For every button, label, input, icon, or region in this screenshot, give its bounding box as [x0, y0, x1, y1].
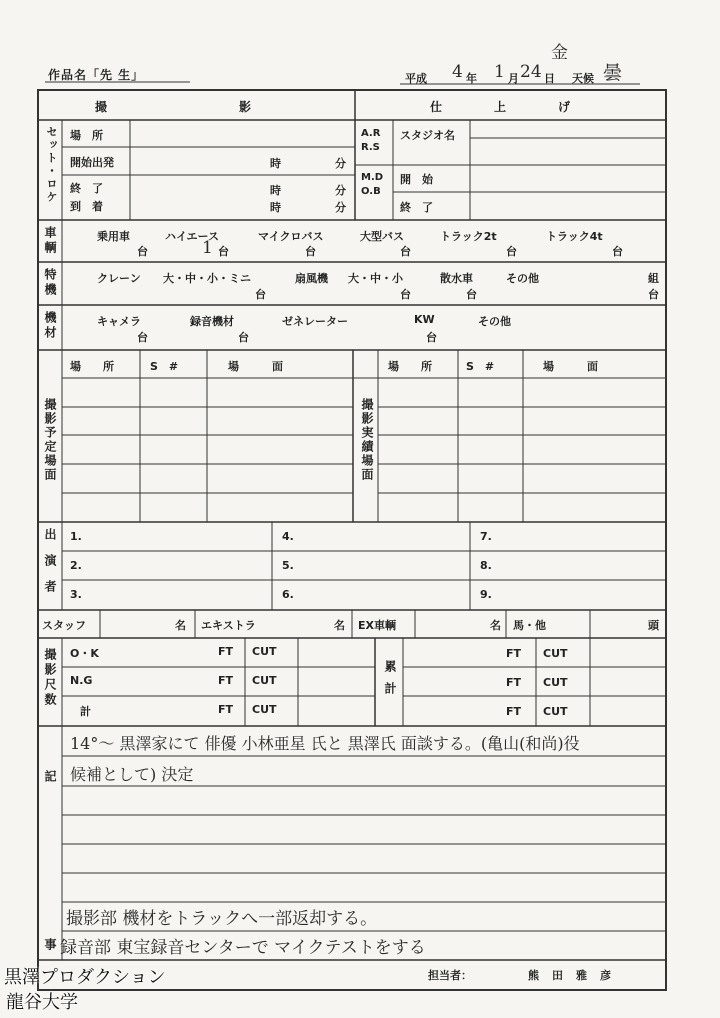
month-value: 1 [494, 62, 505, 82]
md-label: M.D [361, 172, 384, 183]
notes-line-2: 候補として) 決定 [70, 765, 194, 784]
planned-col-scene: 場 面 [228, 360, 283, 373]
actual-col-place: 場 所 [388, 360, 432, 373]
footage-label: 撮影尺数 [43, 648, 57, 708]
ex-vehicle-unit: 名 [490, 619, 501, 632]
ob-label: O.B [361, 186, 381, 197]
ok-cut: CUT [252, 645, 277, 658]
notes-line-3: 撮影部 機材をトラックへ一部返却する。 [66, 909, 378, 929]
generator-label: ゼネレーター [282, 315, 348, 328]
other-unit: 台 [648, 288, 659, 301]
cast-1: 1. [70, 530, 82, 543]
work-title: 作品名「先 生」 [48, 68, 145, 82]
cast-2: 2. [70, 559, 82, 572]
microbus-unit: 台 [305, 245, 316, 258]
horse-label: 馬・他 [513, 619, 546, 632]
footage-ng: N.G [70, 674, 93, 687]
vehicle-hiace: ハイエース [165, 230, 220, 243]
cum-ok-ft: FT [506, 647, 522, 660]
vehicle-bigbus: 大型バス [360, 230, 404, 243]
kw-label: KW [414, 313, 435, 326]
fan-label: 扇風機 [295, 272, 328, 285]
weather-value: 曇 [603, 62, 623, 84]
start-label: 開始出発 [70, 156, 114, 169]
studio-label: スタジオ名 [400, 129, 455, 142]
recorder-unit: 台 [238, 331, 249, 344]
weekday-value: 金 [551, 43, 568, 63]
actual-col-scene: 場 面 [543, 360, 598, 373]
equipment-other: その他 [478, 315, 511, 328]
finish-label: 終 了 [400, 201, 433, 214]
crane-unit: 台 [255, 288, 266, 301]
begin-label: 開 始 [400, 173, 433, 186]
fan-sizes: 大・中・小 [348, 272, 403, 285]
vehicle-microbus: マイクロバス [258, 230, 324, 243]
cumulative-label: 累計 [383, 660, 397, 704]
total-ft: FT [218, 703, 234, 716]
end-minute: 分 [335, 184, 346, 197]
truck4t-unit: 台 [612, 245, 623, 258]
vehicle-truck2t: トラック2t [440, 230, 497, 243]
fan-unit: 台 [400, 288, 411, 301]
cast-9: 9. [480, 588, 492, 601]
cum-total-cut: CUT [543, 705, 568, 718]
staff-name-unit: 名 [175, 619, 186, 632]
truck2t-unit: 台 [506, 245, 517, 258]
arrive-label: 到 着 [70, 200, 103, 213]
planned-col-s: S # [150, 360, 179, 373]
footage-total: 計 [80, 705, 91, 718]
shooting-header: 撮 影 [95, 100, 258, 114]
cast-8: 8. [480, 559, 492, 572]
staff-label: スタッフ [42, 619, 86, 632]
special-other: その他 [506, 272, 539, 285]
horse-unit: 頭 [648, 619, 659, 632]
ok-ft: FT [218, 645, 234, 658]
cum-ng-ft: FT [506, 676, 522, 689]
place-label: 場 所 [70, 129, 103, 142]
recorder-label: 録音機材 [190, 315, 234, 328]
weather-label: 天候 [572, 72, 594, 85]
equipment-label: 機材 [43, 311, 57, 341]
notes-label: 記 事 [43, 770, 57, 980]
month-unit: 月 [508, 72, 519, 85]
end-label: 終 了 [70, 182, 103, 195]
special-set-unit: 組 [648, 272, 659, 285]
cast-3: 3. [70, 588, 82, 601]
set-loca-label: セット・ロケ [45, 126, 58, 204]
hiace-count: 1 [202, 238, 213, 258]
day-value: 24 [520, 62, 542, 82]
start-hour: 時 [270, 157, 281, 170]
car-unit: 台 [137, 245, 148, 258]
cum-ng-cut: CUT [543, 676, 568, 689]
actual-scenes-label: 撮影実績場面 [360, 398, 374, 482]
ng-ft: FT [218, 674, 234, 687]
actual-col-s: S # [466, 360, 495, 373]
rs-label: R.S [361, 142, 380, 153]
camera-unit: 台 [137, 331, 148, 344]
finishing-header: 仕 上 げ [430, 100, 575, 114]
kw-unit: 台 [426, 331, 437, 344]
cum-total-ft: FT [506, 705, 522, 718]
start-minute: 分 [335, 157, 346, 170]
notes-line-4: 録音部 東宝録音センターで マイクテストをする [60, 938, 426, 958]
notes-line-1: 14°〜 黒澤家にて 俳優 小林亜星 氏と 黒澤氏 面談する。(亀山(和尚)役 [70, 734, 580, 753]
extra-name-unit: 名 [334, 619, 345, 632]
ex-vehicle-label: EX車輌 [358, 619, 396, 632]
arrive-minute: 分 [335, 201, 346, 214]
planned-scenes-label: 撮影予定場面 [43, 398, 57, 482]
cast-6: 6. [282, 588, 294, 601]
cast-label: 出演者 [43, 528, 57, 606]
water-label: 散水車 [440, 272, 473, 285]
vehicle-label: 車輌 [43, 226, 57, 256]
crane-sizes: 大・中・小・ミニ [163, 272, 251, 285]
era-label: 平成 [405, 72, 427, 85]
day-unit: 日 [544, 72, 555, 85]
ng-cut: CUT [252, 674, 277, 687]
total-cut: CUT [252, 703, 277, 716]
ar-label: A.R [361, 128, 381, 139]
end-hour: 時 [270, 184, 281, 197]
extra-label: エキストラ [201, 619, 256, 632]
year-unit: 年 [466, 72, 477, 85]
vehicle-truck4t: トラック4t [546, 230, 603, 243]
special-label: 特機 [43, 268, 57, 298]
water-unit: 台 [466, 288, 477, 301]
person-label: 担当者： [428, 969, 472, 982]
cast-4: 4. [282, 530, 294, 543]
year-value: 4 [452, 62, 463, 82]
planned-col-place: 場 所 [70, 360, 114, 373]
cum-ok-cut: CUT [543, 647, 568, 660]
hiace-unit: 台 [218, 245, 229, 258]
bigbus-unit: 台 [400, 245, 411, 258]
camera-label: キャメラ [97, 315, 141, 328]
watermark-university: 龍谷大学 [6, 992, 78, 1013]
watermark-production: 黒澤プロダクション [4, 967, 166, 988]
footage-ok: O・K [70, 647, 99, 660]
vehicle-car: 乗用車 [97, 230, 130, 243]
arrive-hour: 時 [270, 201, 281, 214]
person-name: 熊 田 雅 彦 [528, 969, 612, 982]
crane-label: クレーン [97, 272, 141, 285]
cast-7: 7. [480, 530, 492, 543]
cast-5: 5. [282, 559, 294, 572]
